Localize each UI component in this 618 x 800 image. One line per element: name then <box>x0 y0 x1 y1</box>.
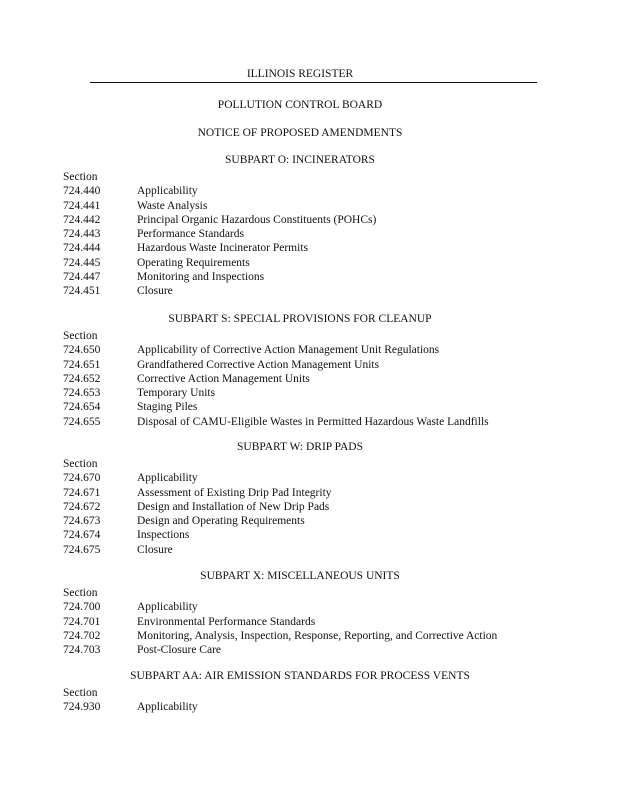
section-title: Monitoring, Analysis, Inspection, Response, Reporting, and Corrective Action <box>137 629 498 642</box>
section-number: 724.650 <box>63 344 101 357</box>
subpart-heading: SUBPART S: SPECIAL PROVISIONS FOR CLEANUP <box>168 313 432 325</box>
section-number: 724.451 <box>63 285 101 298</box>
section-number: 724.444 <box>63 242 101 255</box>
section-title: Disposal of CAMU-Eligible Wastes in Permitted Hazardous Waste Landfills <box>137 415 489 428</box>
section-entry <box>63 284 543 298</box>
section-title: Design and Operating Requirements <box>137 515 305 528</box>
section-entry <box>63 600 543 614</box>
section-number: 724.655 <box>63 415 101 428</box>
section-label: Section <box>63 587 98 599</box>
section-title: Applicability of Corrective Action Management Unit Regulations <box>137 344 440 357</box>
board-title: POLLUTION CONTROL BOARD <box>217 99 383 111</box>
section-entry <box>63 514 543 528</box>
section-title: Applicability <box>137 601 198 614</box>
section-list <box>63 329 543 429</box>
subpart-heading: SUBPART AA: AIR EMISSION STANDARDS FOR PROCESS VENTS <box>130 670 470 682</box>
section-title: Grandfathered Corrective Action Management Units <box>137 358 380 371</box>
section-entry <box>63 500 543 514</box>
section-title: Design and Installation of New Drip Pads <box>137 500 330 513</box>
section-number: 724.442 <box>63 213 101 226</box>
section-entry <box>63 528 543 542</box>
section-list <box>63 686 543 715</box>
section-label: Section <box>63 330 98 342</box>
section-entry <box>63 184 543 198</box>
section-entry <box>63 415 543 429</box>
section-title: Temporary Units <box>137 387 216 400</box>
section-list <box>63 457 543 557</box>
section-title: Assessment of Existing Drip Pad Integrity <box>137 486 332 499</box>
section-number: 724.701 <box>63 615 101 628</box>
section-label: Section <box>63 687 98 699</box>
section-title: Waste Analysis <box>137 199 208 212</box>
section-title: Applicability <box>137 185 198 198</box>
section-number: 724.441 <box>63 199 101 212</box>
section-number: 724.671 <box>63 486 101 499</box>
section-number: 724.652 <box>63 372 101 385</box>
section-title: Operating Requirements <box>137 256 250 269</box>
section-entry <box>63 400 543 414</box>
section-entry <box>63 199 543 213</box>
section-entry <box>63 700 543 714</box>
section-title: Principal Organic Hazardous Constituents (POHCs) <box>137 213 377 226</box>
section-title: Post-Closure Care <box>137 644 222 657</box>
section-entry <box>63 486 543 500</box>
section-title: Monitoring and Inspections <box>137 271 265 284</box>
section-number: 724.670 <box>63 472 101 485</box>
section-number: 724.443 <box>63 228 101 241</box>
section-number: 724.673 <box>63 515 101 528</box>
section-list <box>63 586 543 657</box>
register-title: ILLINOIS REGISTER <box>246 68 354 80</box>
section-number: 724.651 <box>63 358 101 371</box>
notice-title: NOTICE OF PROPOSED AMENDMENTS <box>197 127 403 139</box>
section-number: 724.700 <box>63 601 101 614</box>
subpart-heading: SUBPART X: MISCELLANEOUS UNITS <box>200 570 400 582</box>
section-title: Performance Standards <box>137 228 244 241</box>
section-title: Applicability <box>137 472 198 485</box>
section-number: 724.675 <box>63 543 101 556</box>
subpart-heading: SUBPART W: DRIP PADS <box>237 441 363 453</box>
section-title: Inspections <box>137 529 190 542</box>
section-title: Corrective Action Management Units <box>137 372 310 385</box>
section-number: 724.703 <box>63 644 101 657</box>
section-number: 724.654 <box>63 401 101 414</box>
section-number: 724.445 <box>63 256 101 269</box>
section-number: 724.702 <box>63 629 101 642</box>
section-label: Section <box>63 171 98 183</box>
section-entry <box>63 358 543 372</box>
section-number: 724.653 <box>63 387 101 400</box>
section-entry <box>63 629 543 643</box>
section-title: Closure <box>137 285 173 298</box>
section-entry <box>63 241 543 255</box>
section-entry <box>63 270 543 284</box>
section-entry <box>63 471 543 485</box>
subpart-heading: SUBPART O: INCINERATORS <box>225 154 375 166</box>
section-number: 724.930 <box>63 701 101 714</box>
section-entry <box>63 643 543 657</box>
section-list <box>63 170 543 299</box>
section-title: Staging Piles <box>137 401 198 414</box>
section-entry <box>63 213 543 227</box>
section-entry <box>63 343 543 357</box>
section-entry <box>63 372 543 386</box>
section-number: 724.447 <box>63 271 101 284</box>
section-label: Section <box>63 458 98 470</box>
section-entry <box>63 615 543 629</box>
section-entry <box>63 256 543 270</box>
header-rule <box>90 82 537 83</box>
section-title: Applicability <box>137 701 198 714</box>
section-title: Closure <box>137 543 173 556</box>
section-title: Hazardous Waste Incinerator Permits <box>137 242 308 255</box>
section-entry <box>63 543 543 557</box>
section-number: 724.440 <box>63 185 101 198</box>
section-entry <box>63 227 543 241</box>
section-title: Environmental Performance Standards <box>137 615 316 628</box>
section-number: 724.672 <box>63 500 101 513</box>
section-number: 724.674 <box>63 529 101 542</box>
section-entry <box>63 386 543 400</box>
